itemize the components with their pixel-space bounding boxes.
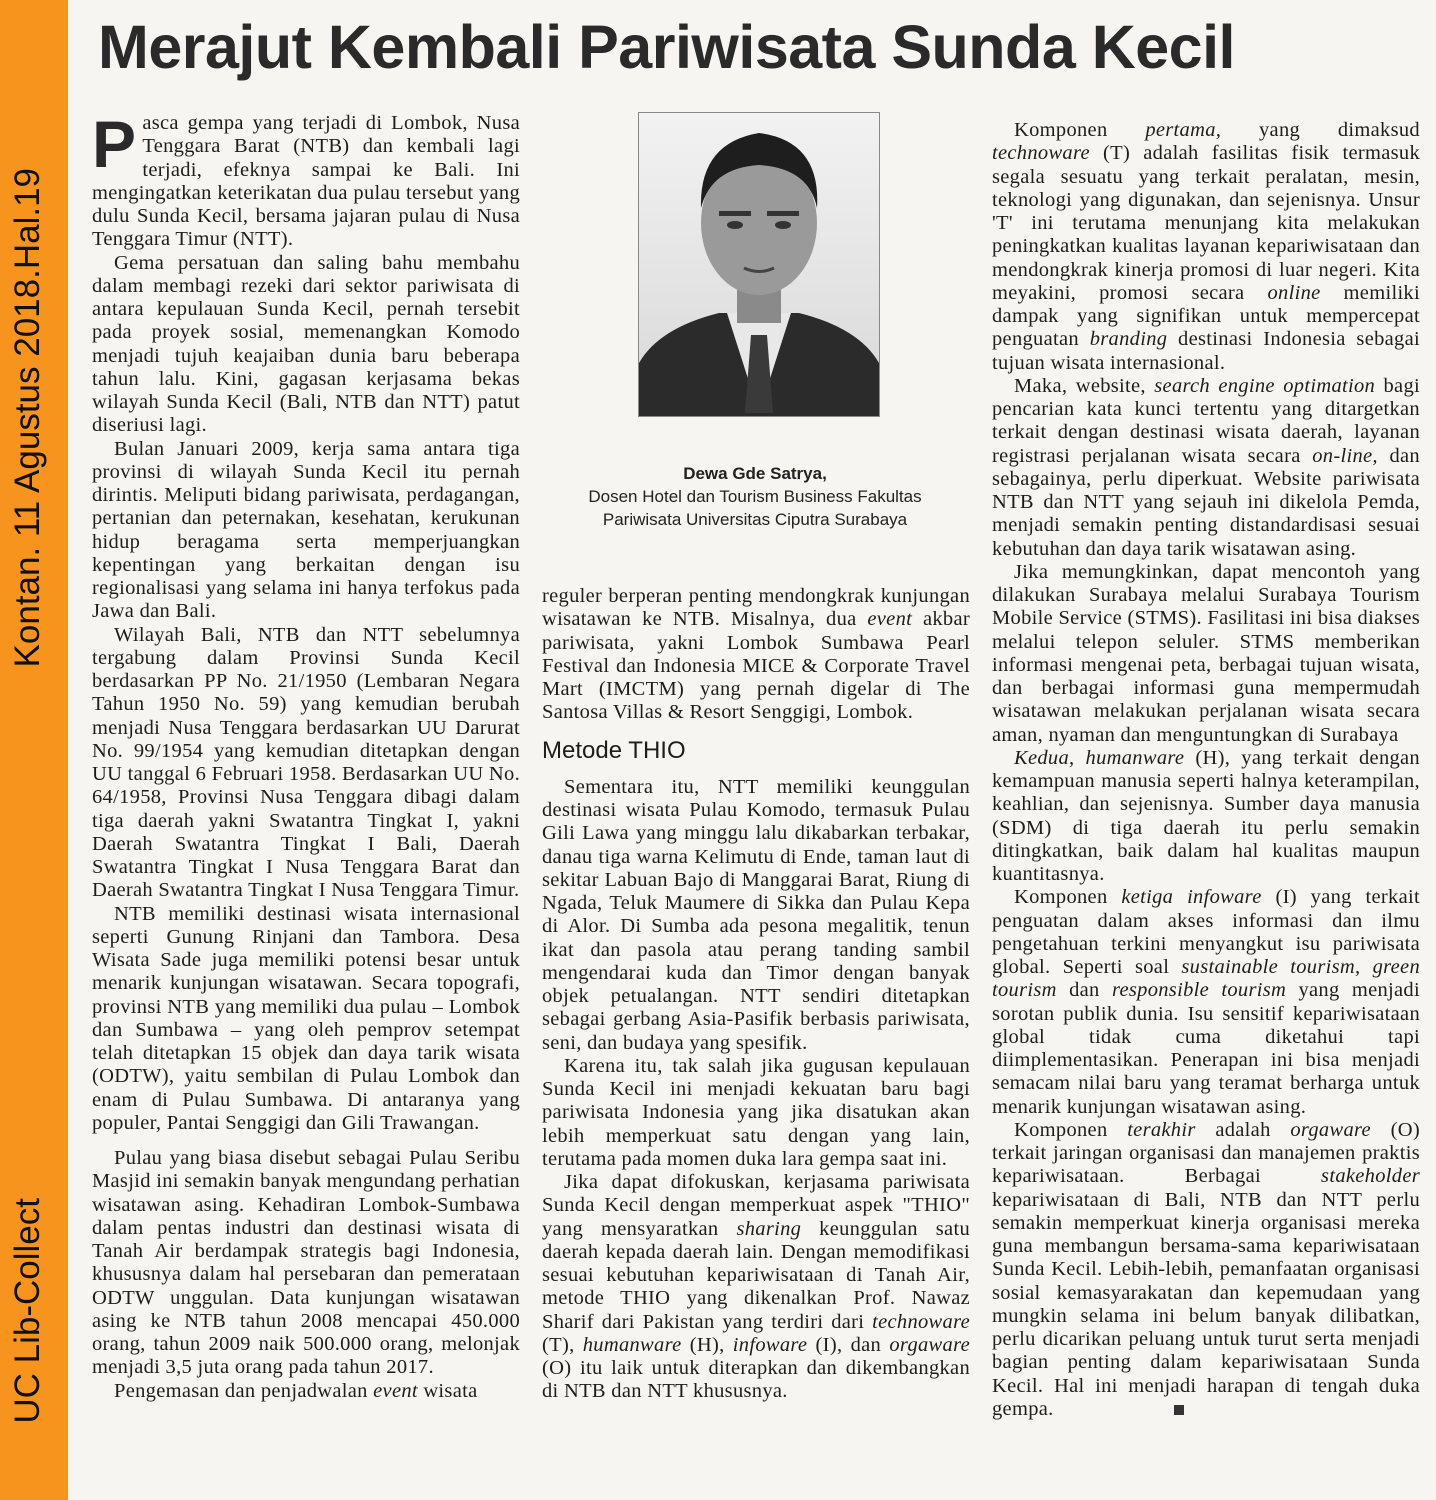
text-run: NTB memiliki destinasi wisata internasional seperti Gunung Rinjani dan Tambora. Desa Wisata Sade juga memiliki potensi besar untuk menarik kunjungan wisatawan. Secara topografi, provinsi NTB yang memiliki dua pulau – Lombok dan Sumbawa – yang oleh pemprov setempat telah ditetapkan 15 objek dan daya tarik wisata (ODTW), yaitu sembilan di Pulau Lombok dan enam di Pulau Sumbawa. Di antaranya yang populer, Pantai Senggigi dan Gili Trawangan. (92, 902, 520, 1134)
text-run: Jika memungkinkan, dapat mencontoh yang dilakukan Surabaya melalui Surabaya Tourism Mobile Service (STMS). Fasilitasi ini bisa diakses melalui telepon seluler. STMS memberikan informasi mengenai peta, berbagai tujuan wisata, dan berbagai informasi guna mempermudah wisatawan melakukan perjalanan wisata secara aman, nyaman dan menguntungkan di Surabaya (992, 560, 1420, 746)
italic-text: responsible tourism (1111, 979, 1287, 1002)
text-run: (H), (681, 1333, 733, 1356)
text-run: Komponen (1014, 1118, 1128, 1141)
paragraph (992, 886, 1420, 1119)
author-name: Dewa Gde Satrya, (683, 464, 827, 483)
paragraph (92, 107, 520, 252)
text-run: Jika dapat difokuskan, kerjasama pariwisata Sunda Kecil dengan memperkuat aspek "THIO" yang mensyaratkan (542, 1171, 970, 1240)
column-2 (542, 585, 970, 1404)
section-heading: Metode THIO (542, 736, 686, 764)
text-run: (T), (542, 1333, 583, 1356)
italic-text: on-line, (1312, 444, 1378, 467)
text-run: Bulan Januari 2009, kerja sama antara tiga provinsi di wilayah Sunda Kecil itu pernah dirintis. Meliputi bidang pariwisata, perdagangan, pertanian dan peternakan, kesehatan, kerukunan hidup beragama serta memperjuangkan kepentingan yang berkaitan dengan isu regionalisasi yang selama ini hanya terfokus pada Jawa dan Bali. (92, 437, 520, 623)
text-run: Komponen (1014, 886, 1122, 909)
italic-text: infoware (732, 1333, 808, 1356)
paragraph (92, 1380, 520, 1403)
italic-text: orgaware (1290, 1118, 1371, 1141)
text-run: kepariwisataan di Bali, NTB dan NTT perlu semakin memperkuat kinerja organisasi mereka guna membangun bersama-sama kepariwisataan Sunda Kecil. Lebih-lebih, pemanfaatan organisasi sosial kemasyarakatan dan kepemudaan yang mungkin selama ini belum banyak dilibatkan, perlu dicarikan peluang untuk turut serta menjadi bagian penting dalam kepariwisataan Sunda Kecil. Hal ini menjadi harapan di tengah duka gempa. (992, 1188, 1420, 1420)
italic-text: technoware (992, 142, 1090, 165)
paragraph (992, 747, 1420, 887)
text-run: yang dimaksud (1221, 119, 1420, 141)
text-run: (H), yang terkait dengan kemampuan manusia seperti halnya keterampilan, keahlian, dan sejenisnya. Sumber daya manusia (SDM) di tiga daerah itu perlu semakin ditingkatkan, baik dalam hal kualitas maupun kuantitasnya. (992, 746, 1420, 885)
italic-text: event (867, 608, 913, 631)
paragraph (92, 624, 520, 903)
author-role-line-1: Dosen Hotel dan Tourism Business Fakultas (588, 487, 922, 506)
author-portrait-image (639, 113, 879, 416)
paragraph (542, 1055, 970, 1171)
column-1 (92, 107, 520, 1403)
italic-text: sharing (736, 1217, 802, 1240)
text-run: memiliki dampak yang signifikan untuk mempercepat penguatan (992, 281, 1420, 351)
text-run: dan (1056, 979, 1112, 1002)
column-3-body (992, 119, 1420, 1421)
text-run: Pengemasan dan penjadwalan (114, 1379, 374, 1402)
source-label: Kontan. 11 Agustus 2018.Hal.19 (8, 168, 47, 668)
text-run: Gema persatuan dan saling bahu membahu dalam membagi rezeki dari sektor pariwisata di antara kepulauan Sunda Kecil, pernah tersebit pada proyek sosial, memenangkan Komodo menjadi tujuh keajaiban dunia baru beberapa tahun lalu. Kini, gagasan kerjasama bekas wilayah Sunda Kecil (Bali, NTB dan NTT) patut diseriusi lagi. (92, 251, 520, 437)
paragraph (992, 375, 1420, 561)
paragraph (992, 1119, 1420, 1421)
text-run: adalah (1195, 1118, 1291, 1141)
text-run: bagi pencarian kata kunci tertentu yang ditargetkan terkait dengan destinasi wisata daerah, layanan registrasi perjalanan wisata secara (992, 374, 1421, 467)
paragraph (992, 561, 1420, 747)
italic-text: branding (1089, 328, 1168, 351)
italic-text: online (1267, 281, 1321, 304)
author-photo (638, 112, 880, 417)
italic-text: search engine optimation (1154, 374, 1376, 397)
italic-text: ketiga infoware (1121, 886, 1262, 909)
text-run: (I) yang terkait penguatan dalam akses informasi dan ilmu pengetahuan terkini menyangkut isu pariwisata global. Seperti soal (992, 886, 1420, 978)
author-caption (560, 462, 950, 531)
archive-sidebar (0, 0, 68, 1500)
collection-label: UC Lib-Collect (8, 1198, 47, 1424)
column-2-intro (542, 585, 970, 725)
text-run: keunggulan satu daerah kepada daerah lain. Dengan memodifikasi sesuai kebutuhan kepariwisataan di Tanah Air, metode THIO yang dikenalkan Prof. Nawaz Sharif dari Pakistan yang terdiri dari (542, 1217, 971, 1333)
italic-text: sustainable tourism, green tourism (992, 956, 1420, 1002)
text-run: akbar pariwisata, yakni Lombok Sumbawa Pearl Festival dan Indonesia MICE & Corporate Travel Mart (IMCTM) yang pernah digelar di The Santosa Villas & Resort Senggigi, Lombok. (542, 608, 970, 724)
italic-text: orgaware (889, 1333, 970, 1356)
paragraph (92, 438, 520, 624)
text-run: Sementara itu, NTT memiliki keunggulan destinasi wisata Pulau Komodo, termasuk Pulau Gili Lawa yang minggu lalu dikabarkan terbakar, danau tiga warna Kelimutu di Ende, taman laut di sekitar Labuan Bajo di Manggarai Barat, Riung di Ngada, Teluk Maumere di Sikka dan Pulau Kepa di Alor. Di Sumba ada pesona megalitik, tenun ikat dan pasola atau perang tanding sambil mengendarai kuda dan Timor dengan banyak objek petualangan. NTT sendiri ditetapkan sebagai gerbang Asia-Pasifik berbasis pariwisata, seni, dan budaya yang spesifik. (542, 775, 970, 1054)
text-run: destinasi Indonesia sebagai tujuan wisata internasional. (992, 328, 1420, 374)
text-run: dan sebagainya, perlu diperkuat. Website pariwisata NTB dan NTT yang sejauh ini dikelola Pemda, menjadi semakin penting distandardisasi sesuai kebutuhan dan daya tarik wisatawan asing. (992, 444, 1420, 560)
paragraph (92, 903, 520, 1136)
italic-text: stakeholder (1321, 1165, 1420, 1188)
text-run: Maka, website, (1014, 374, 1155, 397)
text-run: wisata (417, 1379, 478, 1402)
text-run: (I), dan (807, 1333, 890, 1356)
drop-cap: P (92, 107, 137, 181)
italic-text: terakhir (1127, 1118, 1196, 1141)
paragraph (92, 252, 520, 438)
text-run: (O) terkait jaringan organisasi dan manajemen praktis kepariwisataan. Berbagai (992, 1118, 1420, 1188)
paragraph (92, 1147, 520, 1380)
end-mark-icon (1174, 1405, 1184, 1415)
text-run: Komponen (1014, 119, 1146, 141)
text-run: (O) itu laik untuk diterapkan dan dikembangkan di NTB dan NTT khususnya. (542, 1357, 970, 1403)
text-run: yang menjadi sorotan publik dunia. Isu sensitif kepariwisataan global tidak cuma diketahui tapi diimplementasikan. Penerapan ini bisa menjadi semacam nilai baru yang teramat berharga untuk menarik kunjungan wisatawan asing. (992, 979, 1420, 1118)
italic-text: event (373, 1379, 418, 1402)
text-run: Karena itu, tak salah jika gugusan kepulauan Sunda Kecil ini menjadi kekuatan baru bagi pariwisata Indonesia yang jika disatukan akan lebih memperkuat satu dengan yang lain, terutama pada momen duka lara gempa saat ini. (542, 1054, 970, 1170)
column-2-body (542, 776, 970, 1404)
paragraph (992, 119, 1420, 375)
column-3 (992, 119, 1420, 1421)
article-title: Merajut Kembali Pariwisata Sunda Kecil (98, 13, 1235, 81)
italic-text: Kedua, humanware (1014, 746, 1185, 769)
paragraph (542, 585, 970, 725)
italic-text: humanware (582, 1333, 682, 1356)
author-role-line-2: Pariwisata Universitas Ciputra Surabaya (602, 510, 908, 529)
italic-text: technoware (872, 1310, 970, 1333)
text-run: Wilayah Bali, NTB dan NTT sebelumnya tergabung dalam Provinsi Sunda Kecil berdasarkan PP No. 21/1950 (Lembaran Negara Tahun 1950 No. 59) yang kemudian berubah menjadi Nusa Tenggara berdasarkan UU Darurat No. 99/1954 yang kemudian ditetapkan dengan UU tanggal 6 Februari 1958. Berdasarkan UU No. 64/1958, Provinsi Nusa Tenggara dibagi dalam tiga daerah yakni Swatantra Tingkat I, yakni Daerah Swatantra Tingkat I Bali, Daerah Swatantra Tingkat I Nusa Tenggara Barat dan Daerah Swatantra Tingkat I Nusa Tenggara Timur. (92, 623, 520, 902)
italic-text: pertama, (1145, 119, 1222, 141)
paragraph (542, 1171, 970, 1404)
text-run: reguler berperan penting mendongkrak kunjungan wisatawan ke NTB. Misalnya, dua (542, 585, 970, 631)
text-run: asca gempa yang terjadi di Lombok, Nusa Tenggara Barat (NTB) dan kembali lagi terjadi, efeknya sampai ke Bali. Ini mengingatkan keterikatan dua pulau tersebut yang dulu Sunda Kecil, bersama jajaran pulau di Nusa Tenggara Timur (NTT). (92, 112, 520, 251)
column-1-body (92, 107, 520, 1403)
paragraph (542, 776, 970, 1055)
text-run: Pulau yang biasa disebut sebagai Pulau Seribu Masjid ini semakin banyak mengundang perhatian wisatawan asing. Kehadiran Lombok-Sumbawa dalam pentas industri dan destinasi wisata di Tanah Air berdampak strategis bagi Indonesia, khususnya dalam hal persebaran dan pemerataan ODTW unggulan. Data kunjungan wisatawan asing ke NTB tahun 2008 mencapai 450.000 orang, tahun 2009 naik 500.000 orang, melonjak menjadi 3,5 juta orang pada tahun 2017. (92, 1147, 520, 1379)
text-run: (T) adalah fasilitas fisik termasuk segala sesuatu yang terkait peralatan, mesin, teknologi yang digunakan, dan sejenisnya. Unsur 'T' ini terutama menunjang kita melakukan peningkatkan kualitas layanan kepariwisataan dan mendongkrak kinerja promosi di luar negeri. Kita meyakini, promosi secara (992, 142, 1420, 304)
